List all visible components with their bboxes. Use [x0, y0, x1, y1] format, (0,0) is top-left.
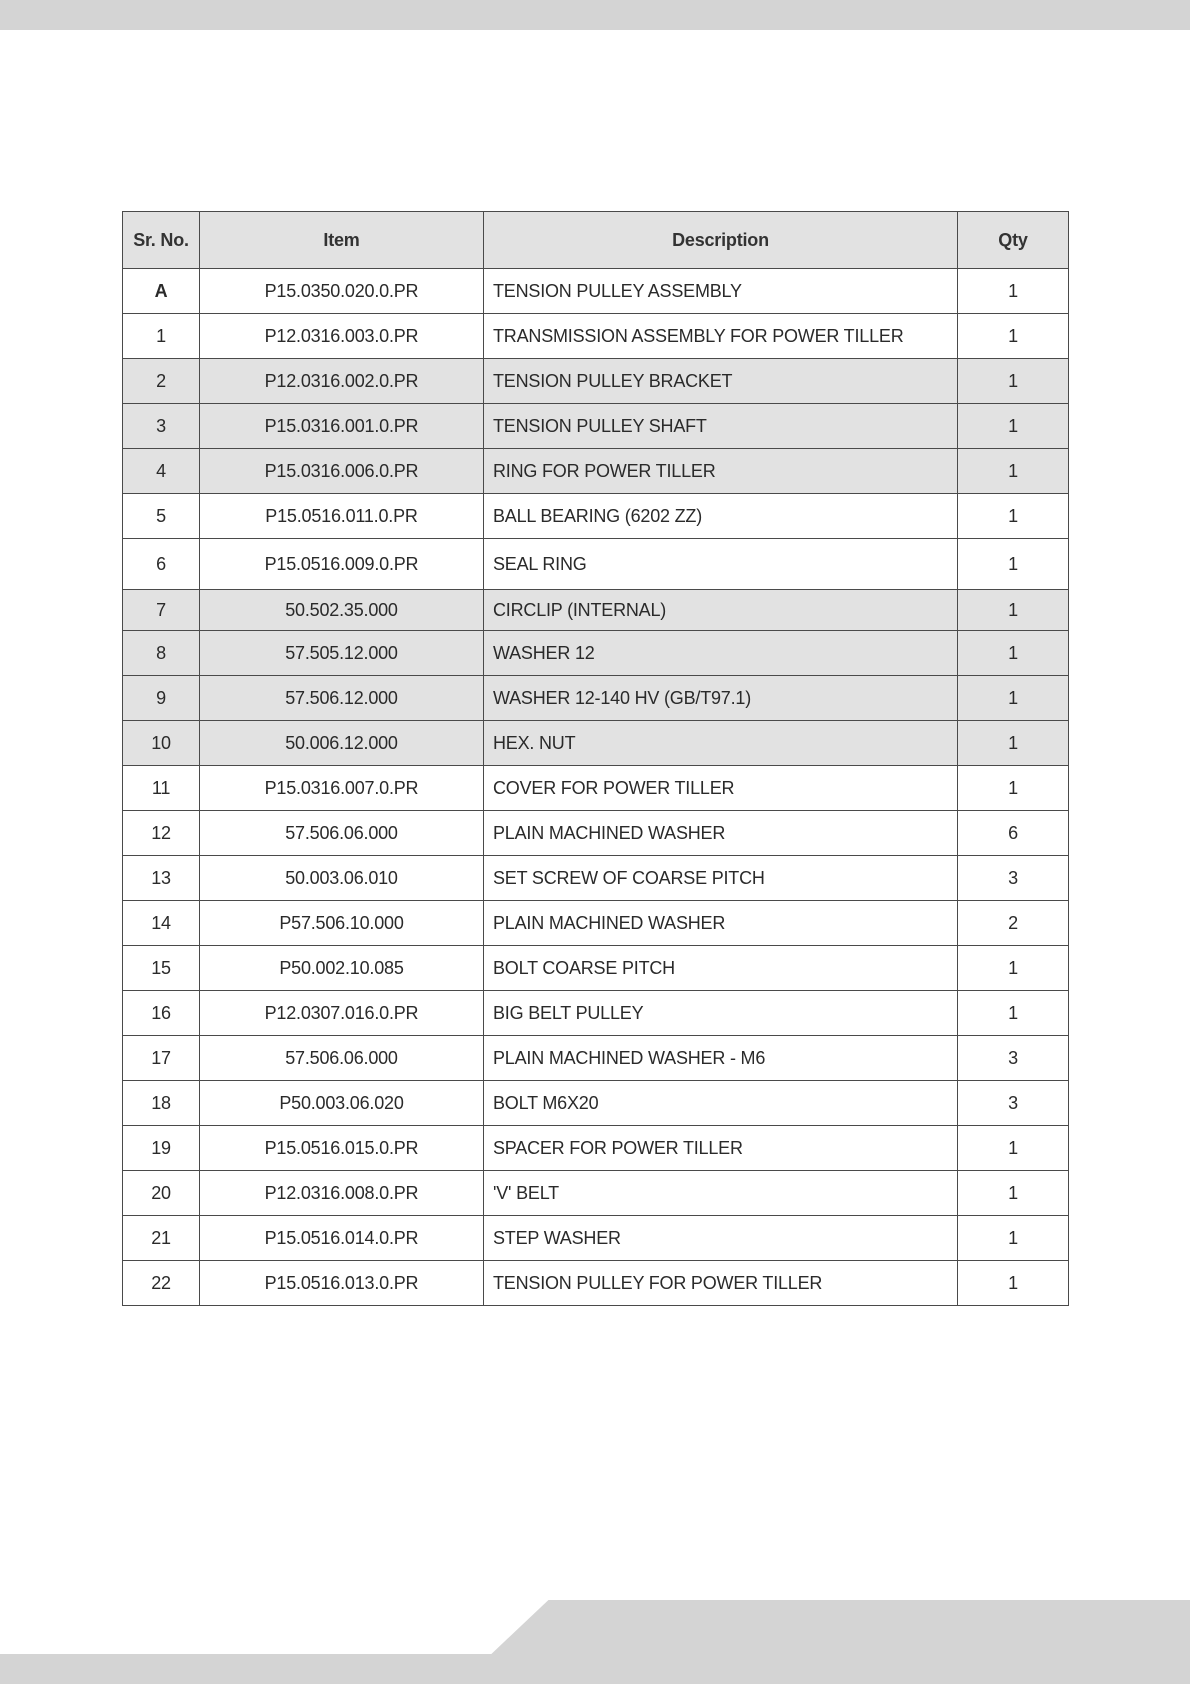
cell-description: SPACER FOR POWER TILLER: [484, 1126, 958, 1171]
cell-sr-no: 3: [123, 404, 200, 449]
cell-description: PLAIN MACHINED WASHER: [484, 811, 958, 856]
table-row: [123, 811, 1069, 856]
cell-qty: 1: [958, 1171, 1069, 1216]
cell-sr-no: 8: [123, 631, 200, 676]
cell-qty: 1: [958, 1126, 1069, 1171]
cell-sr-no: 5: [123, 494, 200, 539]
cell-item: P15.0316.001.0.PR: [200, 404, 484, 449]
cell-description: PLAIN MACHINED WASHER - M6: [484, 1036, 958, 1081]
cell-item: 57.506.06.000: [200, 1036, 484, 1081]
table-row: [123, 676, 1069, 721]
table-row: [123, 539, 1069, 590]
cell-item: 50.006.12.000: [200, 721, 484, 766]
cell-qty: 1: [958, 269, 1069, 314]
cell-description: TENSION PULLEY SHAFT: [484, 404, 958, 449]
cell-description: BIG BELT PULLEY: [484, 991, 958, 1036]
cell-item: P57.506.10.000: [200, 901, 484, 946]
cell-qty: 1: [958, 359, 1069, 404]
cell-sr-no: 15: [123, 946, 200, 991]
header-qty: Qty: [958, 212, 1069, 269]
header-item: Item: [200, 212, 484, 269]
cell-qty: 1: [958, 1216, 1069, 1261]
cell-sr-no: 11: [123, 766, 200, 811]
cell-sr-no: 21: [123, 1216, 200, 1261]
cell-item: P12.0316.008.0.PR: [200, 1171, 484, 1216]
cell-qty: 1: [958, 449, 1069, 494]
cell-qty: 3: [958, 1081, 1069, 1126]
cell-item: P50.003.06.020: [200, 1081, 484, 1126]
cell-item: P15.0516.009.0.PR: [200, 539, 484, 590]
cell-qty: 1: [958, 676, 1069, 721]
cell-sr-no: 1: [123, 314, 200, 359]
cell-item: P15.0316.007.0.PR: [200, 766, 484, 811]
bottom-band: [0, 1654, 1190, 1684]
cell-description: COVER FOR POWER TILLER: [484, 766, 958, 811]
table-row: [123, 404, 1069, 449]
cell-qty: 1: [958, 721, 1069, 766]
cell-item: 50.502.35.000: [200, 590, 484, 631]
cell-description: BOLT M6X20: [484, 1081, 958, 1126]
cell-qty: 1: [958, 539, 1069, 590]
cell-qty: 3: [958, 1036, 1069, 1081]
header-sr-no: Sr. No.: [123, 212, 200, 269]
cell-sr-no: 13: [123, 856, 200, 901]
cell-qty: 3: [958, 856, 1069, 901]
cell-sr-no: 17: [123, 1036, 200, 1081]
cell-description: WASHER 12: [484, 631, 958, 676]
cell-item: P12.0316.003.0.PR: [200, 314, 484, 359]
cell-qty: 1: [958, 1261, 1069, 1306]
cell-sr-no: 16: [123, 991, 200, 1036]
table-row: [123, 1261, 1069, 1306]
table-row: [123, 766, 1069, 811]
cell-description: 'V' BELT: [484, 1171, 958, 1216]
table-row: [123, 494, 1069, 539]
cell-description: RING FOR POWER TILLER: [484, 449, 958, 494]
table-row: [123, 590, 1069, 631]
cell-description: PLAIN MACHINED WASHER: [484, 901, 958, 946]
cell-item: P15.0350.020.0.PR: [200, 269, 484, 314]
cell-qty: 1: [958, 494, 1069, 539]
cell-sr-no: 22: [123, 1261, 200, 1306]
cell-description: SET SCREW OF COARSE PITCH: [484, 856, 958, 901]
table-row: [123, 946, 1069, 991]
cell-sr-no: 2: [123, 359, 200, 404]
cell-description: STEP WASHER: [484, 1216, 958, 1261]
cell-description: SEAL RING: [484, 539, 958, 590]
footer-tab: [485, 1600, 1190, 1660]
cell-item: 57.506.06.000: [200, 811, 484, 856]
table-row: [123, 359, 1069, 404]
cell-item: P12.0307.016.0.PR: [200, 991, 484, 1036]
cell-item: P15.0516.011.0.PR: [200, 494, 484, 539]
table-row: [123, 901, 1069, 946]
cell-description: TRANSMISSION ASSEMBLY FOR POWER TILLER: [484, 314, 958, 359]
cell-item: P15.0316.006.0.PR: [200, 449, 484, 494]
cell-description: BOLT COARSE PITCH: [484, 946, 958, 991]
table-row: [123, 1171, 1069, 1216]
cell-qty: 1: [958, 314, 1069, 359]
cell-qty: 1: [958, 404, 1069, 449]
parts-list-table: [122, 211, 1069, 1306]
table-row: [123, 991, 1069, 1036]
cell-sr-no: 4: [123, 449, 200, 494]
table-row: [123, 1036, 1069, 1081]
cell-description: HEX. NUT: [484, 721, 958, 766]
cell-qty: 1: [958, 991, 1069, 1036]
cell-qty: 2: [958, 901, 1069, 946]
cell-description: TENSION PULLEY ASSEMBLY: [484, 269, 958, 314]
cell-sr-no: 18: [123, 1081, 200, 1126]
cell-sr-no: 7: [123, 590, 200, 631]
table-row: [123, 1216, 1069, 1261]
cell-item: P12.0316.002.0.PR: [200, 359, 484, 404]
cell-sr-no: 12: [123, 811, 200, 856]
table-row: [123, 721, 1069, 766]
cell-sr-no: 9: [123, 676, 200, 721]
top-band: [0, 0, 1190, 30]
cell-sr-no: 19: [123, 1126, 200, 1171]
table-row: [123, 269, 1069, 314]
cell-sr-no: 20: [123, 1171, 200, 1216]
cell-description: TENSION PULLEY BRACKET: [484, 359, 958, 404]
cell-sr-no: 10: [123, 721, 200, 766]
cell-item: 57.506.12.000: [200, 676, 484, 721]
cell-sr-no: 14: [123, 901, 200, 946]
table-row: [123, 1081, 1069, 1126]
cell-qty: 1: [958, 766, 1069, 811]
table-row: [123, 631, 1069, 676]
cell-description: TENSION PULLEY FOR POWER TILLER: [484, 1261, 958, 1306]
cell-item: P15.0516.013.0.PR: [200, 1261, 484, 1306]
cell-qty: 6: [958, 811, 1069, 856]
table-header-row: [123, 212, 1069, 269]
cell-description: WASHER 12-140 HV (GB/T97.1): [484, 676, 958, 721]
cell-item: P15.0516.014.0.PR: [200, 1216, 484, 1261]
cell-qty: 1: [958, 631, 1069, 676]
cell-qty: 1: [958, 946, 1069, 991]
cell-sr-no: A: [123, 269, 200, 314]
table-row: [123, 1126, 1069, 1171]
cell-description: CIRCLIP (INTERNAL): [484, 590, 958, 631]
cell-qty: 1: [958, 590, 1069, 631]
header-description: Description: [484, 212, 958, 269]
table-row: [123, 856, 1069, 901]
cell-sr-no: 6: [123, 539, 200, 590]
cell-item: 50.003.06.010: [200, 856, 484, 901]
table-row: [123, 449, 1069, 494]
table-row: [123, 314, 1069, 359]
cell-item: 57.505.12.000: [200, 631, 484, 676]
cell-description: BALL BEARING (6202 ZZ): [484, 494, 958, 539]
cell-item: P15.0516.015.0.PR: [200, 1126, 484, 1171]
cell-item: P50.002.10.085: [200, 946, 484, 991]
